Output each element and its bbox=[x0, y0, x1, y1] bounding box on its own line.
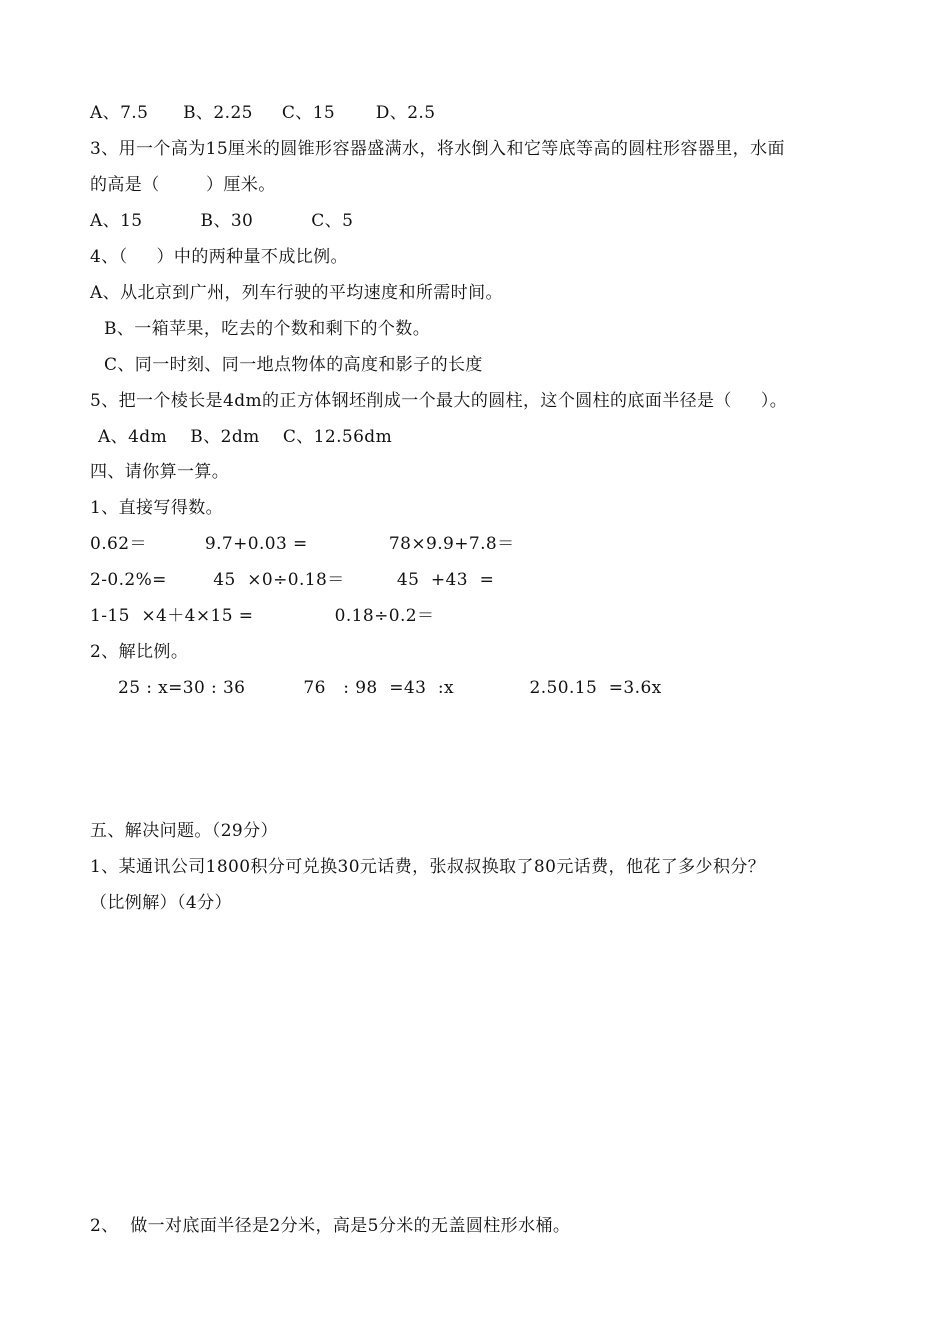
q3-question-cont: 的高是（ ）厘米。 bbox=[90, 175, 276, 195]
q3-options: A、15 B、30 C、5 bbox=[90, 211, 354, 231]
q4-option-c: C、同一时刻、同一地点物体的高度和影子的长度 bbox=[104, 355, 483, 375]
proportion-heading: 2、解比例。 bbox=[90, 642, 189, 662]
section-four-heading: 四、请你算一算。 bbox=[90, 462, 230, 482]
q5-question: 5、把一个棱长是4dm的正方体钢坯削成一个最大的圆柱，这个圆柱的底面半径是（ ）。 bbox=[90, 391, 788, 411]
calc-row-2: 2-0.2%= 45 ×0÷0.18＝ 45 +43 = bbox=[90, 570, 495, 590]
q3-question: 3、用一个高为15厘米的圆锥形容器盛满水，将水倒入和它等底等高的圆柱形容器里，水面 bbox=[90, 139, 785, 159]
q5-options: A、4dm B、2dm C、12.56dm bbox=[98, 427, 393, 447]
q4-option-a: A、从北京到广州，列车行驶的平均速度和所需时间。 bbox=[90, 283, 503, 303]
problem-1: 1、某通讯公司1800积分可兑换30元话费，张叔叔换取了80元话费，他花了多少积分？ bbox=[90, 857, 766, 877]
q2-options: A、7.5 B、2.25 C、15 D、2.5 bbox=[90, 103, 436, 123]
section-five-heading: 五、解决问题。（29分） bbox=[90, 821, 278, 841]
q4-question: 4、（ ）中的两种量不成比例。 bbox=[90, 247, 348, 267]
q4-option-b: B、一箱苹果，吃去的个数和剩下的个数。 bbox=[104, 319, 431, 339]
problem-1-note: （比例解）（4分） bbox=[90, 893, 232, 913]
calc-row-1: 0.62＝ 9.7+0.03 = 78×9.9+7.8＝ bbox=[90, 534, 515, 554]
proportion-equations: 25 : x=30 : 36 76 : 98 =43 :x 2.50.15 =3.6x bbox=[118, 678, 662, 698]
calc-row-3: 1-15 ×4＋4×15 = 0.18÷0.2＝ bbox=[90, 606, 435, 626]
calc-direct-heading: 1、直接写得数。 bbox=[90, 498, 224, 518]
problem-2: 2、 做一对底面半径是2分米，高是5分米的无盖圆柱形水桶。 bbox=[90, 1216, 571, 1236]
